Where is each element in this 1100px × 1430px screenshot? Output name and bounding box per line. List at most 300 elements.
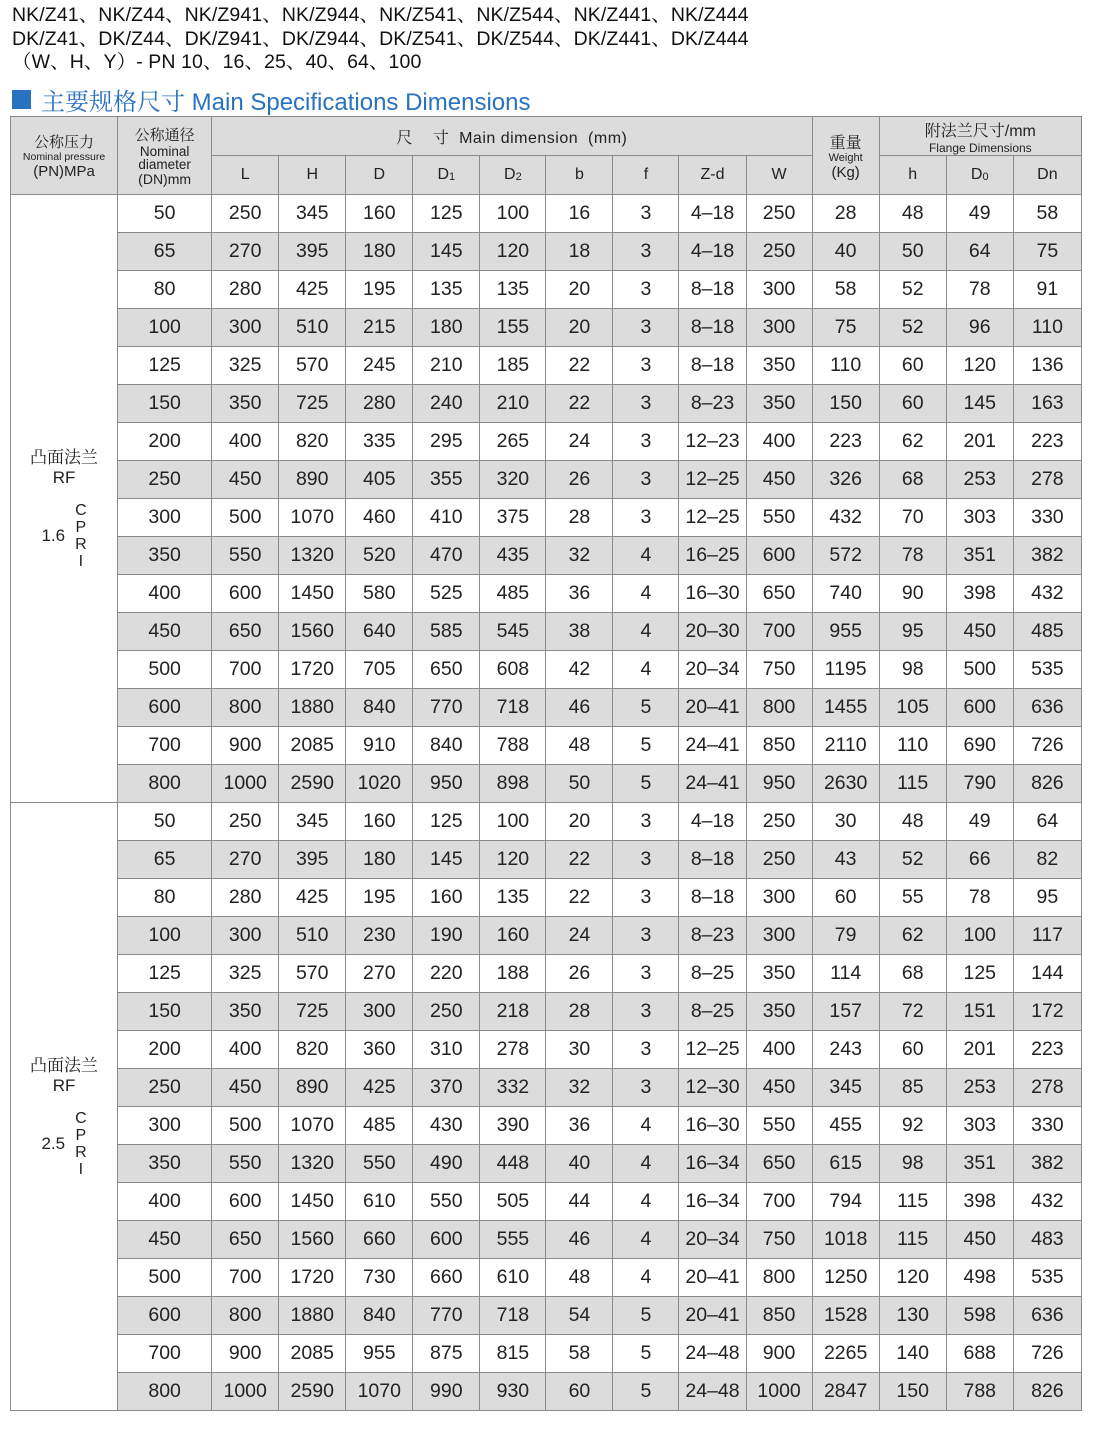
table-cell: 572 bbox=[812, 537, 879, 575]
table-cell: 185 bbox=[480, 347, 546, 385]
table-cell: 1450 bbox=[279, 1183, 346, 1221]
table-cell: 820 bbox=[279, 1031, 346, 1069]
table-cell: 115 bbox=[879, 765, 946, 803]
table-cell: 64 bbox=[1013, 803, 1081, 841]
table-cell: 3 bbox=[613, 955, 679, 993]
table-cell: 550 bbox=[212, 537, 279, 575]
table-cell: 145 bbox=[413, 841, 480, 879]
table-row bbox=[11, 1259, 1082, 1297]
table-cell: 788 bbox=[480, 727, 546, 765]
table-cell: 485 bbox=[480, 575, 546, 613]
table-cell: 278 bbox=[1013, 1069, 1081, 1107]
table-row bbox=[11, 1297, 1082, 1335]
table-cell: 220 bbox=[413, 955, 480, 993]
table-cell: 400 bbox=[746, 1031, 812, 1069]
table-cell: 360 bbox=[346, 1031, 413, 1069]
table-cell: 243 bbox=[812, 1031, 879, 1069]
table-cell: 615 bbox=[812, 1145, 879, 1183]
table-cell: 55 bbox=[879, 879, 946, 917]
table-cell: 140 bbox=[879, 1335, 946, 1373]
table-cell: 875 bbox=[413, 1335, 480, 1373]
table-cell: 80 bbox=[118, 271, 212, 309]
table-row bbox=[11, 347, 1082, 385]
table-cell: 4–18 bbox=[679, 803, 746, 841]
table-cell: 3 bbox=[613, 347, 679, 385]
table-cell: 32 bbox=[546, 537, 613, 575]
table-cell: 38 bbox=[546, 613, 613, 651]
table-cell: 326 bbox=[812, 461, 879, 499]
table-cell: 215 bbox=[346, 309, 413, 347]
table-row bbox=[11, 1107, 1082, 1145]
table-cell: 157 bbox=[812, 993, 879, 1031]
table-cell: 890 bbox=[279, 461, 346, 499]
table-cell: 78 bbox=[879, 537, 946, 575]
table-cell: 950 bbox=[746, 765, 812, 803]
table-cell: 726 bbox=[1013, 1335, 1081, 1373]
table-cell: 12–25 bbox=[679, 461, 746, 499]
table-cell: 278 bbox=[480, 1031, 546, 1069]
table-cell: 300 bbox=[346, 993, 413, 1031]
table-cell: 550 bbox=[413, 1183, 480, 1221]
header-nominal-pressure: 公称压力 Nominal pressure (PN)MPa bbox=[11, 117, 118, 195]
table-cell: 160 bbox=[346, 803, 413, 841]
table-cell: 955 bbox=[346, 1335, 413, 1373]
table-cell: 450 bbox=[946, 1221, 1013, 1259]
table-cell: 135 bbox=[480, 271, 546, 309]
table-cell: 49 bbox=[946, 803, 1013, 841]
table-cell: 110 bbox=[812, 347, 879, 385]
table-cell: 510 bbox=[279, 917, 346, 955]
table-cell: 18 bbox=[546, 233, 613, 271]
table-cell: 335 bbox=[346, 423, 413, 461]
table-cell: 5 bbox=[613, 765, 679, 803]
table-row bbox=[11, 195, 1082, 233]
group-title: 凸面法兰 bbox=[30, 447, 99, 467]
table-cell: 826 bbox=[1013, 765, 1081, 803]
table-cell: 550 bbox=[746, 1107, 812, 1145]
table-cell: 370 bbox=[413, 1069, 480, 1107]
table-cell: 550 bbox=[212, 1145, 279, 1183]
table-cell: 398 bbox=[946, 1183, 1013, 1221]
table-cell: 3 bbox=[613, 841, 679, 879]
table-cell: 26 bbox=[546, 461, 613, 499]
table-cell: 650 bbox=[746, 1145, 812, 1183]
table-cell: 8–18 bbox=[679, 309, 746, 347]
table-cell: 690 bbox=[946, 727, 1013, 765]
table-cell: 600 bbox=[746, 537, 812, 575]
table-cell: 16 bbox=[546, 195, 613, 233]
table-cell: 425 bbox=[279, 879, 346, 917]
table-cell: 3 bbox=[613, 1069, 679, 1107]
table-cell: 16–30 bbox=[679, 575, 746, 613]
table-cell: 75 bbox=[1013, 233, 1081, 271]
table-cell: 890 bbox=[279, 1069, 346, 1107]
table-cell: 250 bbox=[118, 461, 212, 499]
table-cell: 265 bbox=[480, 423, 546, 461]
table-cell: 1880 bbox=[279, 1297, 346, 1335]
table-cell: 250 bbox=[746, 841, 812, 879]
table-cell: 350 bbox=[746, 347, 812, 385]
table-cell: 32 bbox=[546, 1069, 613, 1107]
table-cell: 300 bbox=[118, 1107, 212, 1145]
table-cell: 800 bbox=[212, 689, 279, 727]
table-cell: 58 bbox=[812, 271, 879, 309]
table-row bbox=[11, 955, 1082, 993]
table-cell: 500 bbox=[946, 651, 1013, 689]
table-cell: 68 bbox=[879, 955, 946, 993]
table-cell: 12–25 bbox=[679, 1031, 746, 1069]
table-cell: 98 bbox=[879, 651, 946, 689]
table-cell: 16–25 bbox=[679, 537, 746, 575]
table-cell: 460 bbox=[346, 499, 413, 537]
table-cell: 570 bbox=[279, 955, 346, 993]
col-header-d1: D1 bbox=[413, 156, 480, 195]
table-cell: 5 bbox=[613, 1373, 679, 1411]
table-cell: 60 bbox=[546, 1373, 613, 1411]
table-cell: 72 bbox=[879, 993, 946, 1031]
table-cell: 700 bbox=[746, 613, 812, 651]
table-cell: 48 bbox=[546, 727, 613, 765]
material-code-letter: I bbox=[78, 552, 84, 570]
table-cell: 115 bbox=[879, 1221, 946, 1259]
table-cell: 350 bbox=[118, 1145, 212, 1183]
table-cell: 5 bbox=[613, 689, 679, 727]
table-cell: 300 bbox=[212, 309, 279, 347]
table-cell: 20–41 bbox=[679, 1259, 746, 1297]
table-cell: 58 bbox=[1013, 195, 1081, 233]
table-cell: 115 bbox=[879, 1183, 946, 1221]
table-cell: 54 bbox=[546, 1297, 613, 1335]
table-cell: 150 bbox=[118, 993, 212, 1031]
table-cell: 1020 bbox=[346, 765, 413, 803]
table-cell: 278 bbox=[1013, 461, 1081, 499]
table-cell: 535 bbox=[1013, 651, 1081, 689]
col-header-d0: D0 bbox=[946, 156, 1013, 195]
table-cell: 20–34 bbox=[679, 1221, 746, 1259]
table-cell: 151 bbox=[946, 993, 1013, 1031]
material-code-letter: R bbox=[75, 535, 87, 553]
table-cell: 250 bbox=[118, 1069, 212, 1107]
table-cell: 1455 bbox=[812, 689, 879, 727]
section-heading-text: 主要规格尺寸 Main Specifications Dimensions bbox=[41, 89, 531, 116]
table-cell: 1070 bbox=[346, 1373, 413, 1411]
table-cell: 120 bbox=[879, 1259, 946, 1297]
table-cell: 450 bbox=[746, 461, 812, 499]
table-cell: 1560 bbox=[279, 613, 346, 651]
table-cell: 180 bbox=[413, 309, 480, 347]
table-cell: 64 bbox=[946, 233, 1013, 271]
table-cell: 2590 bbox=[279, 1373, 346, 1411]
group-pn-value: 1.6 bbox=[41, 525, 66, 545]
table-cell: 850 bbox=[746, 727, 812, 765]
table-cell: 250 bbox=[212, 195, 279, 233]
table-cell: 788 bbox=[946, 1373, 1013, 1411]
table-cell: 3 bbox=[613, 993, 679, 1031]
table-cell: 770 bbox=[413, 1297, 480, 1335]
table-cell: 400 bbox=[212, 423, 279, 461]
table-cell: 16–34 bbox=[679, 1183, 746, 1221]
table-cell: 8–18 bbox=[679, 347, 746, 385]
table-cell: 22 bbox=[546, 347, 613, 385]
square-bullet-icon bbox=[12, 90, 31, 109]
table-cell: 201 bbox=[946, 1031, 1013, 1069]
table-cell: 950 bbox=[413, 765, 480, 803]
table-cell: 815 bbox=[480, 1335, 546, 1373]
table-cell: 850 bbox=[746, 1297, 812, 1335]
table-cell: 345 bbox=[279, 803, 346, 841]
table-row bbox=[11, 1221, 1082, 1259]
table-cell: 223 bbox=[812, 423, 879, 461]
table-cell: 80 bbox=[118, 879, 212, 917]
table-cell: 1000 bbox=[212, 1373, 279, 1411]
table-cell: 280 bbox=[346, 385, 413, 423]
table-cell: 900 bbox=[212, 1335, 279, 1373]
table-cell: 78 bbox=[946, 271, 1013, 309]
table-row bbox=[11, 271, 1082, 309]
table-cell: 390 bbox=[480, 1107, 546, 1145]
table-cell: 150 bbox=[879, 1373, 946, 1411]
table-cell: 8–25 bbox=[679, 993, 746, 1031]
table-cell: 110 bbox=[1013, 309, 1081, 347]
table-cell: 48 bbox=[879, 803, 946, 841]
table-cell: 120 bbox=[480, 233, 546, 271]
table-cell: 400 bbox=[746, 423, 812, 461]
table-cell: 200 bbox=[118, 423, 212, 461]
table-cell: 144 bbox=[1013, 955, 1081, 993]
table-cell: 4 bbox=[613, 537, 679, 575]
table-cell: 40 bbox=[812, 233, 879, 271]
table-cell: 60 bbox=[879, 347, 946, 385]
table-cell: 450 bbox=[946, 613, 1013, 651]
table-cell: 900 bbox=[746, 1335, 812, 1373]
table-cell: 350 bbox=[212, 993, 279, 1031]
table-cell: 114 bbox=[812, 955, 879, 993]
table-cell: 95 bbox=[1013, 879, 1081, 917]
table-cell: 78 bbox=[946, 879, 1013, 917]
table-cell: 250 bbox=[413, 993, 480, 1031]
table-cell: 250 bbox=[746, 195, 812, 233]
table-cell: 345 bbox=[812, 1069, 879, 1107]
table-cell: 36 bbox=[546, 1107, 613, 1145]
table-cell: 16–30 bbox=[679, 1107, 746, 1145]
table-cell: 718 bbox=[480, 1297, 546, 1335]
table-row bbox=[11, 1183, 1082, 1221]
table-cell: 400 bbox=[212, 1031, 279, 1069]
table-cell: 20–34 bbox=[679, 651, 746, 689]
table-cell: 160 bbox=[346, 195, 413, 233]
table-row bbox=[11, 689, 1082, 727]
table-cell: 600 bbox=[212, 575, 279, 613]
table-cell: 303 bbox=[946, 499, 1013, 537]
table-cell: 8–18 bbox=[679, 271, 746, 309]
table-row bbox=[11, 537, 1082, 575]
table-cell: 570 bbox=[279, 347, 346, 385]
table-cell: 585 bbox=[413, 613, 480, 651]
table-cell: 900 bbox=[212, 727, 279, 765]
table-cell: 160 bbox=[413, 879, 480, 917]
table-cell: 12–25 bbox=[679, 499, 746, 537]
table-cell: 4 bbox=[613, 1183, 679, 1221]
table-cell: 400 bbox=[118, 575, 212, 613]
table-row bbox=[11, 461, 1082, 499]
table-cell: 130 bbox=[879, 1297, 946, 1335]
material-code-letter: P bbox=[75, 518, 87, 536]
table-cell: 295 bbox=[413, 423, 480, 461]
table-cell: 62 bbox=[879, 917, 946, 955]
table-cell: 117 bbox=[1013, 917, 1081, 955]
table-cell: 330 bbox=[1013, 1107, 1081, 1145]
model-list bbox=[12, 4, 749, 75]
table-cell: 22 bbox=[546, 385, 613, 423]
table-cell: 425 bbox=[346, 1069, 413, 1107]
table-cell: 79 bbox=[812, 917, 879, 955]
table-cell: 432 bbox=[812, 499, 879, 537]
table-cell: 60 bbox=[879, 385, 946, 423]
table-cell: 826 bbox=[1013, 1373, 1081, 1411]
table-cell: 1528 bbox=[812, 1297, 879, 1335]
table-cell: 610 bbox=[346, 1183, 413, 1221]
table-cell: 12–30 bbox=[679, 1069, 746, 1107]
table-cell: 700 bbox=[746, 1183, 812, 1221]
table-cell: 740 bbox=[812, 575, 879, 613]
table-cell: 150 bbox=[812, 385, 879, 423]
table-cell: 135 bbox=[413, 271, 480, 309]
table-row bbox=[11, 1069, 1082, 1107]
table-cell: 840 bbox=[346, 1297, 413, 1335]
table-cell: 210 bbox=[413, 347, 480, 385]
table-cell: 8–25 bbox=[679, 955, 746, 993]
material-code-letter: I bbox=[78, 1160, 84, 1178]
table-row bbox=[11, 613, 1082, 651]
table-row bbox=[11, 385, 1082, 423]
table-cell: 1450 bbox=[279, 575, 346, 613]
table-cell: 52 bbox=[879, 841, 946, 879]
table-cell: 550 bbox=[746, 499, 812, 537]
table-cell: 270 bbox=[346, 955, 413, 993]
table-cell: 450 bbox=[118, 613, 212, 651]
table-cell: 750 bbox=[746, 651, 812, 689]
table-cell: 2630 bbox=[812, 765, 879, 803]
table-row bbox=[11, 651, 1082, 689]
table-cell: 535 bbox=[1013, 1259, 1081, 1297]
table-row bbox=[11, 917, 1082, 955]
table-cell: 610 bbox=[480, 1259, 546, 1297]
table-cell: 725 bbox=[279, 993, 346, 1031]
table-cell: 375 bbox=[480, 499, 546, 537]
table-row bbox=[11, 499, 1082, 537]
table-cell: 110 bbox=[879, 727, 946, 765]
table-cell: 48 bbox=[879, 195, 946, 233]
table-cell: 20–30 bbox=[679, 613, 746, 651]
group-title: 凸面法兰 bbox=[30, 1055, 99, 1075]
table-cell: 1560 bbox=[279, 1221, 346, 1259]
table-cell: 28 bbox=[812, 195, 879, 233]
table-cell: 350 bbox=[746, 955, 812, 993]
table-cell: 395 bbox=[279, 841, 346, 879]
table-cell: 1720 bbox=[279, 1259, 346, 1297]
table-cell: 48 bbox=[546, 1259, 613, 1297]
table-cell: 395 bbox=[279, 233, 346, 271]
table-cell: 425 bbox=[279, 271, 346, 309]
table-cell: 688 bbox=[946, 1335, 1013, 1373]
table-cell: 8–23 bbox=[679, 917, 746, 955]
table-cell: 135 bbox=[480, 879, 546, 917]
table-cell: 955 bbox=[812, 613, 879, 651]
table-cell: 195 bbox=[346, 271, 413, 309]
table-cell: 525 bbox=[413, 575, 480, 613]
table-cell: 435 bbox=[480, 537, 546, 575]
header-weight: 重量 Weight (Kg) bbox=[812, 117, 879, 195]
table-cell: 350 bbox=[746, 385, 812, 423]
model-line-dk: DK/Z41、DK/Z44、DK/Z941、DK/Z944、DK/Z541、DK/Z544、DK/Z441、DK/Z444 bbox=[12, 27, 749, 50]
table-cell: 770 bbox=[413, 689, 480, 727]
table-cell: 608 bbox=[480, 651, 546, 689]
col-header-l: L bbox=[212, 156, 279, 195]
table-cell: 28 bbox=[546, 993, 613, 1031]
table-cell: 22 bbox=[546, 841, 613, 879]
table-cell: 430 bbox=[413, 1107, 480, 1145]
table-cell: 223 bbox=[1013, 1031, 1081, 1069]
table-cell: 49 bbox=[946, 195, 1013, 233]
table-cell: 155 bbox=[480, 309, 546, 347]
table-cell: 800 bbox=[118, 765, 212, 803]
table-cell: 5 bbox=[613, 727, 679, 765]
model-line-nk: NK/Z41、NK/Z44、NK/Z941、NK/Z944、NK/Z541、NK/Z544、NK/Z441、NK/Z444 bbox=[12, 4, 749, 26]
col-header-d2: D2 bbox=[480, 156, 546, 195]
table-cell: 24–48 bbox=[679, 1335, 746, 1373]
col-header-h: H bbox=[279, 156, 346, 195]
table-cell: 410 bbox=[413, 499, 480, 537]
table-cell: 60 bbox=[812, 879, 879, 917]
table-cell: 1070 bbox=[279, 1107, 346, 1145]
table-cell: 8–18 bbox=[679, 841, 746, 879]
table-cell: 500 bbox=[212, 1107, 279, 1145]
col-header-zd: Z-d bbox=[679, 156, 746, 195]
table-cell: 95 bbox=[879, 613, 946, 651]
table-cell: 3 bbox=[613, 803, 679, 841]
table-cell: 250 bbox=[212, 803, 279, 841]
table-cell: 85 bbox=[879, 1069, 946, 1107]
table-cell: 4 bbox=[613, 651, 679, 689]
header-main-dimension: 尺 寸 Main dimension (mm) bbox=[212, 117, 812, 156]
table-cell: 490 bbox=[413, 1145, 480, 1183]
header-nominal-diameter: 公称通径 Nominal diameter (DN)mm bbox=[118, 117, 212, 195]
section-heading bbox=[12, 82, 530, 117]
table-cell: 1000 bbox=[212, 765, 279, 803]
table-cell: 50 bbox=[879, 233, 946, 271]
table-cell: 42 bbox=[546, 651, 613, 689]
table-cell: 800 bbox=[212, 1297, 279, 1335]
table-cell: 3 bbox=[613, 271, 679, 309]
table-cell: 36 bbox=[546, 575, 613, 613]
table-cell: 201 bbox=[946, 423, 1013, 461]
table-cell: 150 bbox=[118, 385, 212, 423]
table-cell: 1018 bbox=[812, 1221, 879, 1259]
table-cell: 3 bbox=[613, 195, 679, 233]
col-header-d: D bbox=[346, 156, 413, 195]
table-cell: 4–18 bbox=[679, 195, 746, 233]
table-cell: 46 bbox=[546, 1221, 613, 1259]
table-cell: 325 bbox=[212, 347, 279, 385]
table-cell: 500 bbox=[118, 1259, 212, 1297]
table-cell: 223 bbox=[1013, 423, 1081, 461]
table-cell: 990 bbox=[413, 1373, 480, 1411]
table-cell: 483 bbox=[1013, 1221, 1081, 1259]
table-cell: 20 bbox=[546, 803, 613, 841]
table-cell: 280 bbox=[212, 271, 279, 309]
table-cell: 188 bbox=[480, 955, 546, 993]
table-cell: 718 bbox=[480, 689, 546, 727]
